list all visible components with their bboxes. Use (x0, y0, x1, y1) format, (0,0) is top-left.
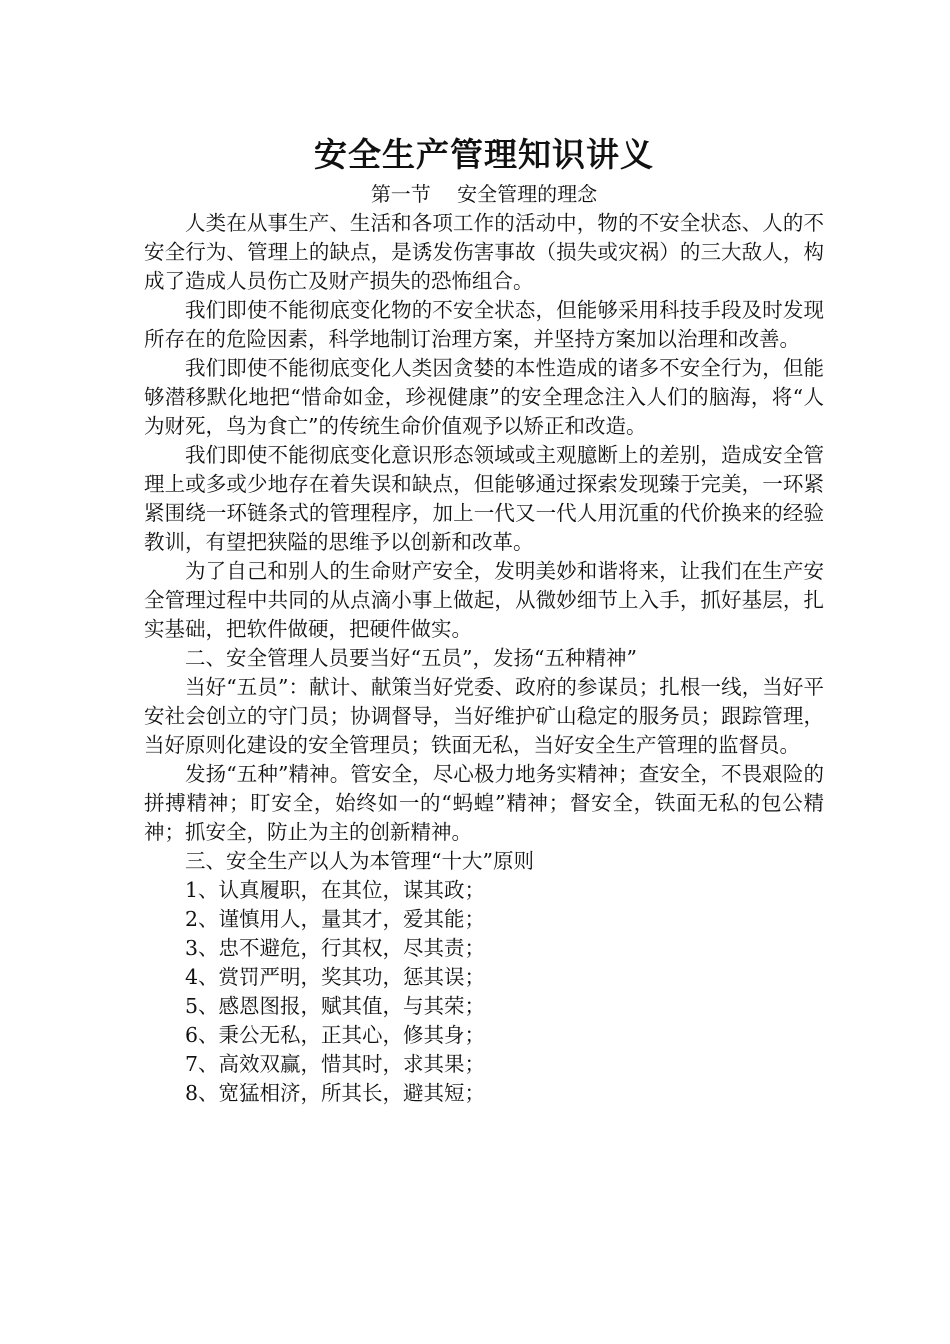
principle-item: 5、感恩图报，赋其值，与其荣； (185, 994, 486, 1018)
paragraph-wuzhong: 发扬“五种”精神。管安全，尽心极力地务实精神；查安全，不畏艰险的拼搏精神；盯安全，始终如一的“蚂蝗”精神；督安全，铁面无私的包公精神；抓安全，防止为主的创新精神。 (144, 762, 824, 844)
paragraph-4: 我们即使不能彻底变化意识形态领域或主观臆断上的差别，造成安全管理上或多或少地存在着失误和缺点，但能够通过探索发现臻于完美，一环紧紧围绕一环链条式的管理程序，加上一代又一代人用沉重的代价换来的经验教训，有望把狭隘的思维予以创新和改革。 (144, 443, 824, 554)
heading-2: 二、安全管理人员要当好“五员”，发扬“五种精神” (185, 646, 637, 670)
section-heading: 第一节 安全管理的理念 (370, 182, 598, 206)
document-page (144, 132, 824, 1108)
principle-item: 8、宽猛相济，所其长，避其短； (185, 1081, 486, 1105)
paragraph-3: 我们即使不能彻底变化人类因贪婪的本性造成的诸多不安全行为，但能够潜移默化地把“惜命如金，珍视健康”的安全理念注入人们的脑海，将“人为财死，鸟为食亡”的传统生命价值观予以矫正和改造。 (144, 356, 824, 438)
heading-3: 三、安全生产以人为本管理“十大”原则 (185, 849, 534, 873)
paragraph-1: 人类在从事生产、生活和各项工作的活动中，物的不安全状态、人的不安全行为、管理上的缺点，是诱发伤害事故（损失或灾祸）的三大敌人，构成了造成人员伤亡及财产损失的恐怖组合。 (144, 211, 824, 293)
paragraph-2: 我们即使不能彻底变化物的不安全状态，但能够采用科技手段及时发现所存在的危险因素，科学地制订治理方案，并坚持方案加以治理和改善。 (144, 298, 824, 351)
document-title: 安全生产管理知识讲义 (314, 135, 654, 174)
paragraph-5: 为了自己和别人的生命财产安全，发明美妙和谐将来，让我们在生产安全管理过程中共同的从点滴小事上做起，从微妙细节上入手，抓好基层，扎实基础，把软件做硬，把硬件做实。 (144, 559, 824, 641)
principle-item: 4、赏罚严明，奖其功，惩其误； (185, 965, 486, 989)
principle-item: 7、高效双赢，惜其时，求其果； (185, 1052, 486, 1076)
paragraph-wuyuan: 当好“五员”：献计、献策当好党委、政府的参谋员；扎根一线，当好平安社会创立的守门员；协调督导，当好维护矿山稳定的服务员；跟踪管理，当好原则化建设的安全管理员；铁面无私，当好安全生产管理的监督员。 (144, 675, 824, 757)
principle-item: 6、秉公无私，正其心，修其身； (185, 1023, 486, 1047)
principle-item: 1、认真履职，在其位，谋其政； (185, 878, 486, 902)
principle-item: 2、谨慎用人，量其才，爱其能； (185, 907, 486, 931)
principle-item: 3、忠不避危，行其权，尽其责； (185, 936, 486, 960)
